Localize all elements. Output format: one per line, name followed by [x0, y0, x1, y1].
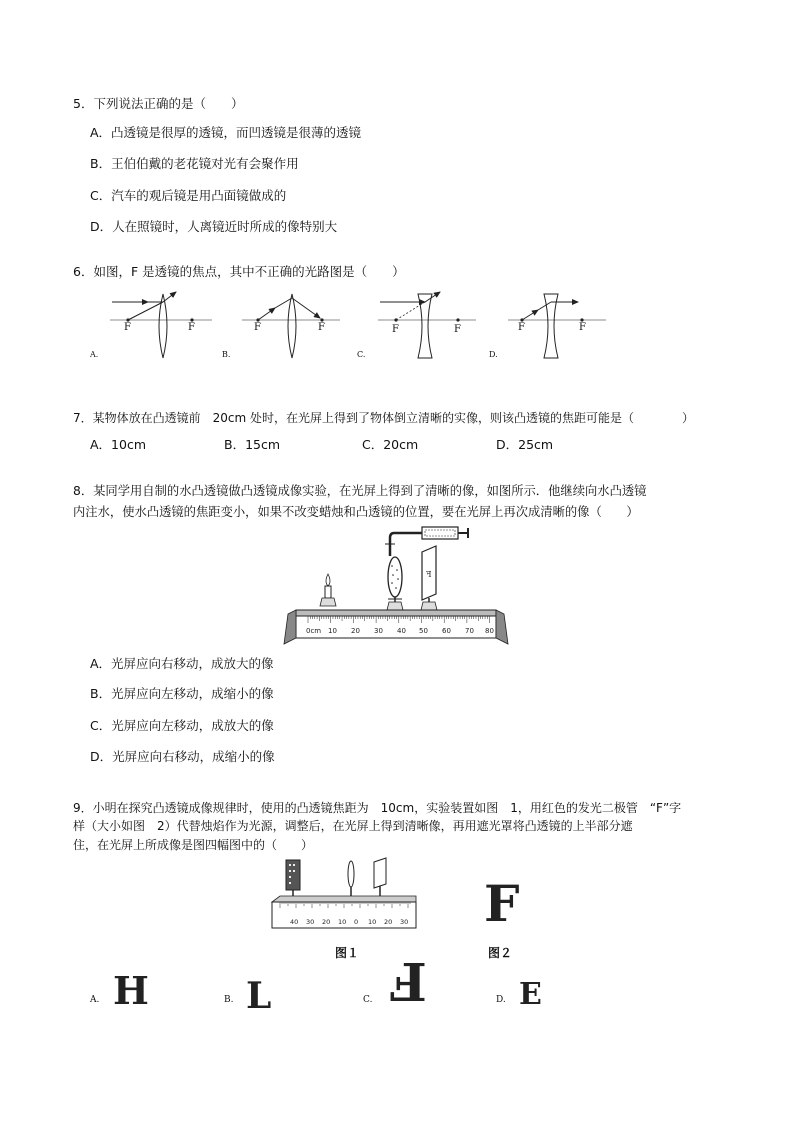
q6-d-focus-left: F [518, 322, 525, 333]
q9-ruler-label: 10 [338, 918, 347, 926]
q6-c-focus-left: F [392, 324, 399, 335]
q9-option-b-image: L [246, 978, 272, 1008]
q9-label-b: B. [224, 995, 234, 1005]
q8-ruler-label: 60 [442, 627, 451, 635]
q6-a-focus-left: F [124, 322, 131, 333]
q9-stem-line2: 样（大小如图 2）代替烛焰作为光源，调整后，在光屏上得到清晰像，再用遮光罩将凸透镜的上半部分遮 [73, 819, 633, 833]
q8-ruler-label: 10 [328, 627, 337, 635]
q6-label-a: A. [90, 350, 99, 359]
q9-ruler-label: 20 [384, 918, 393, 926]
q7-stem: 7．某物体放在凸透镜前 20cm 处时，在光屏上得到了物体倒立清晰的实像，则该凸透镜的焦距可能是（ ） [73, 411, 695, 425]
q9-ruler-label: 20 [322, 918, 331, 926]
q8-ruler-label: 0cm [306, 627, 322, 635]
q6-b-focus-right: F [318, 322, 325, 333]
q9-ruler-label: 0 [354, 918, 359, 926]
q6-a-focus-right: F [188, 322, 195, 333]
q9-option-d-image: E [519, 977, 542, 1012]
q8-stem-line1: 8．某同学用自制的水凸透镜做凸透镜成像实验，在光屏上得到了清晰的像，如图所示．他继续向水凸透镜 [73, 484, 647, 498]
q9-figure-2-caption: 图２ [488, 946, 513, 960]
q9-ruler-label: 10 [368, 918, 377, 926]
q8-ruler-label: 70 [465, 627, 474, 635]
q7-option-c: C．20cm [362, 437, 419, 452]
q9-figure-2-letter: F [484, 874, 520, 933]
q8-stem-line2: 内注水，使水凸透镜的焦距变小，如果不改变蜡烛和凸透镜的位置，要在光屏上再次成清晰的像（ ） [73, 505, 639, 519]
q9-option-a-image: H [113, 972, 149, 1008]
q5-stem: 5．下列说法正确的是（ ） [73, 96, 244, 111]
q9-ruler-label: 40 [290, 918, 299, 926]
q9-label-a: A. [90, 995, 100, 1005]
q8-option-c: C．光屏应向左移动，成放大的像 [90, 718, 274, 733]
q8-ruler-label: 20 [351, 627, 360, 635]
q5-option-d: D．人在照镜时，人离镜近时所成的像特别大 [90, 219, 338, 234]
q8-option-a: A．光屏应向右移动，成放大的像 [90, 656, 274, 671]
q6-label-d: D. [489, 350, 498, 359]
q5-option-a: A．凸透镜是很厚的透镜，而凹透镜是很薄的透镜 [90, 125, 362, 140]
q6-diagrams [0, 288, 793, 388]
q9-figure-1-caption: 图１ [335, 946, 360, 960]
q7-option-d: D．25cm [496, 437, 554, 452]
q8-ruler-label: 50 [419, 627, 428, 635]
q6-b-focus-left: F [254, 322, 261, 333]
q6-c-focus-right: F [454, 324, 461, 335]
q9-figure-1-apparatus [270, 856, 420, 936]
q8-option-b: B．光屏应向左移动，成缩小的像 [90, 686, 274, 701]
q8-ruler-label: 30 [374, 627, 383, 635]
q9-option-c-image: Ⅎ [390, 953, 427, 1014]
q6-label-c: C. [357, 350, 366, 359]
q8-ruler-label: 40 [397, 627, 406, 635]
q8-option-d: D．光屏应向右移动，成缩小的像 [90, 749, 275, 764]
q9-ruler-label: 30 [306, 918, 315, 926]
q8-ruler-label: 80 [485, 627, 494, 635]
q9-label-c: C. [363, 995, 373, 1005]
q5-option-c: C．汽车的观后镜是用凸面镜做成的 [90, 188, 287, 203]
q9-label-d: D. [496, 995, 506, 1005]
svg-text:ꟻ: ꟻ [426, 570, 432, 579]
q6-stem: 6．如图，F 是透镜的焦点，其中不正确的光路图是（ ） [73, 264, 405, 279]
q6-label-b: B. [222, 350, 231, 359]
q9-ruler-label: 30 [400, 918, 409, 926]
q9-stem-line1: 9．小明在探究凸透镜成像规律时，使用的凸透镜焦距为 10cm，实验装置如图 1，用红色的发光二极管 “F”字 [73, 801, 682, 815]
q6-d-focus-right: F [579, 322, 586, 333]
q9-stem-line3: 住，在光屏上所成像是图四幅图中的（ ） [73, 838, 314, 852]
q5-option-b: B．王伯伯戴的老花镜对光有会聚作用 [90, 156, 299, 171]
q7-option-a: A．10cm [90, 437, 147, 452]
q8-optical-bench-figure [282, 522, 522, 647]
q7-option-b: B．15cm [224, 437, 281, 452]
